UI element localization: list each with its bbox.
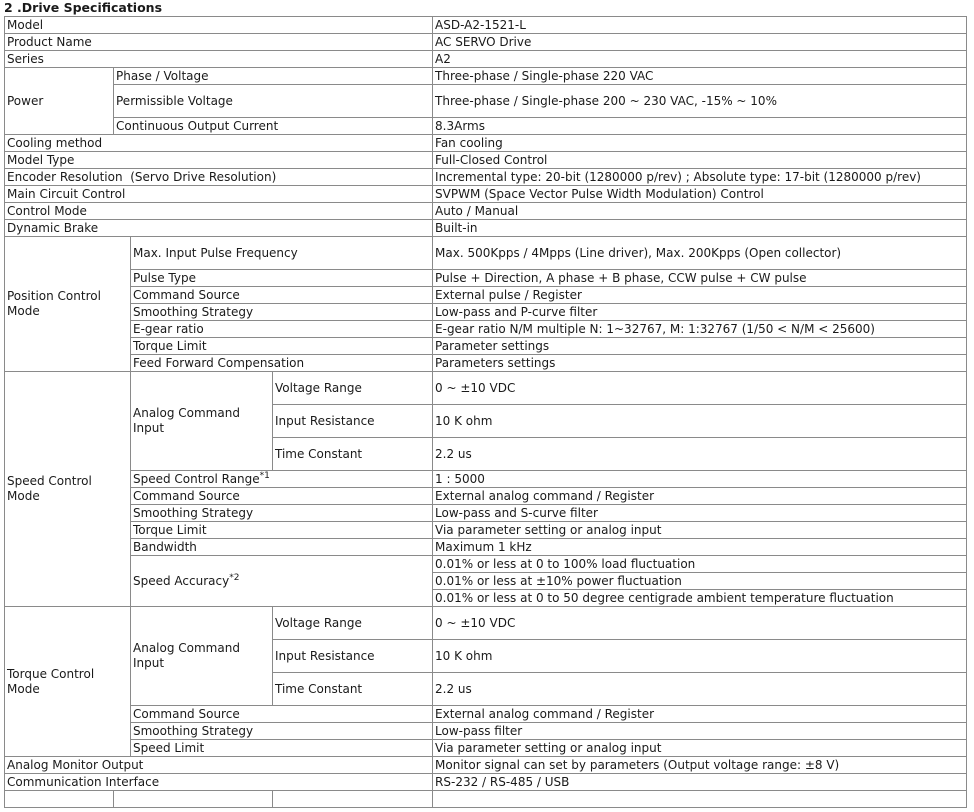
spec-label: Cooling method [5,135,433,152]
table-row [5,556,967,573]
table-row [5,304,967,321]
group-label-position: Position Control Mode [5,237,131,372]
table-row-cutoff [5,791,967,808]
subgroup-label-analog-input: Analog Command Input [131,607,273,706]
table-row [5,203,967,220]
spec-value: Low-pass filter [433,723,967,740]
table-row [5,774,967,791]
spec-label: Communication Interface [5,774,433,791]
spec-value: 0.01% or less at 0 to 50 degree centigrade ambient temperature fluctuation [433,590,967,607]
spec-value: Low-pass and S-curve filter [433,505,967,522]
spec-label: Input Resistance [273,640,433,673]
spec-value: RS-232 / RS-485 / USB [433,774,967,791]
spec-value: Full-Closed Control [433,152,967,169]
table-row [5,237,967,270]
spec-label: Smoothing Strategy [131,723,433,740]
table-row [5,51,967,68]
spec-value: AC SERVO Drive [433,34,967,51]
spec-label: Command Source [131,706,433,723]
group-label-power: Power [5,68,114,135]
spec-label: Speed Limit [131,740,433,757]
section-title: 2 .Drive Specifications [4,0,163,15]
spec-value: Three-phase / Single-phase 200 ~ 230 VAC, -15% ~ 10% [433,85,967,118]
spec-label [131,556,433,607]
table-row [5,706,967,723]
spec-value: Maximum 1 kHz [433,539,967,556]
drive-specifications-table [4,16,967,808]
spec-value: 10 K ohm [433,640,967,673]
spec-label: Analog Monitor Output [5,757,433,774]
spec-value: Fan cooling [433,135,967,152]
spec-value: 0 ~ ±10 VDC [433,607,967,640]
spec-label: Torque Limit [131,522,433,539]
empty-cell [5,791,114,808]
table-row [5,270,967,287]
spec-label: Continuous Output Current [114,118,433,135]
table-row [5,135,967,152]
spec-value: External analog command / Register [433,706,967,723]
spec-label: Command Source [131,488,433,505]
spec-label: Feed Forward Compensation [131,355,433,372]
spec-label: Permissible Voltage [114,85,433,118]
spec-value: Three-phase / Single-phase 220 VAC [433,68,967,85]
table-row [5,372,967,405]
spec-label: Control Mode [5,203,433,220]
spec-value: Pulse + Direction, A phase + B phase, CCW pulse + CW pulse [433,270,967,287]
spec-value: Built-in [433,220,967,237]
empty-cell [114,791,273,808]
spec-value: Parameter settings [433,338,967,355]
spec-label: Bandwidth [131,539,433,556]
spec-label: Model [5,17,433,34]
table-row [5,488,967,505]
spec-value: 10 K ohm [433,405,967,438]
table-row [5,607,967,640]
spec-value: A2 [433,51,967,68]
table-row [5,34,967,51]
spec-value: Incremental type: 20-bit (1280000 p/rev) ; Absolute type: 17-bit (1280000 p/rev) [433,169,967,186]
table-row [5,522,967,539]
spec-label: E-gear ratio [131,321,433,338]
group-label-torque: Torque Control Mode [5,607,131,757]
table-row [5,539,967,556]
table-row [5,85,967,118]
table-row [5,186,967,203]
spec-value: External pulse / Register [433,287,967,304]
table-row [5,740,967,757]
spec-label: Model Type [5,152,433,169]
spec-value: Auto / Manual [433,203,967,220]
spec-value: SVPWM (Space Vector Pulse Width Modulation) Control [433,186,967,203]
spec-value: E-gear ratio N/M multiple N: 1~32767, M: 1:32767 (1/50 < N/M < 25600) [433,321,967,338]
table-row [5,220,967,237]
spec-label: Torque Limit [131,338,433,355]
spec-value: 0.01% or less at ±10% power fluctuation [433,573,967,590]
table-row [5,17,967,34]
spec-label: Product Name [5,34,433,51]
speed-accuracy-label: Speed Accuracy [133,573,230,588]
spec-label: Voltage Range [273,607,433,640]
spec-value: 0.01% or less at 0 to 100% load fluctuation [433,556,967,573]
empty-cell [433,791,967,808]
group-label-speed: Speed Control Mode [5,372,131,607]
table-row [5,355,967,372]
table-row [5,471,967,488]
footnote-marker: *1 [259,470,270,481]
spec-label: Smoothing Strategy [131,304,433,321]
speed-control-range-label: Speed Control Range [133,471,260,486]
table-row [5,505,967,522]
spec-label [131,471,433,488]
footnote-marker: *2 [229,572,240,583]
spec-value: 2.2 us [433,438,967,471]
spec-label: Pulse Type [131,270,433,287]
spec-value: Parameters settings [433,355,967,372]
table-row [5,723,967,740]
table-row [5,152,967,169]
spec-label: Encoder Resolution (Servo Drive Resolution) [5,169,433,186]
table-row [5,118,967,135]
spec-value: External analog command / Register [433,488,967,505]
spec-value: 0 ~ ±10 VDC [433,372,967,405]
subgroup-label-analog-input: Analog Command Input [131,372,273,471]
table-row [5,169,967,186]
table-row [5,321,967,338]
spec-label: Dynamic Brake [5,220,433,237]
spec-label: Smoothing Strategy [131,505,433,522]
table-row [5,287,967,304]
spec-label: Series [5,51,433,68]
spec-label: Input Resistance [273,405,433,438]
spec-label: Command Source [131,287,433,304]
spec-value: Via parameter setting or analog input [433,522,967,539]
spec-label: Time Constant [273,438,433,471]
spec-value: 1 : 5000 [433,471,967,488]
empty-cell [273,791,433,808]
table-row [5,68,967,85]
spec-value: 2.2 us [433,673,967,706]
spec-label: Time Constant [273,673,433,706]
spec-label: Phase / Voltage [114,68,433,85]
spec-value: Max. 500Kpps / 4Mpps (Line driver), Max. 200Kpps (Open collector) [433,237,967,270]
spec-label: Main Circuit Control [5,186,433,203]
spec-value: ASD-A2-1521-L [433,17,967,34]
spec-value: Via parameter setting or analog input [433,740,967,757]
spec-value: Monitor signal can set by parameters (Output voltage range: ±8 V) [433,757,967,774]
spec-value: 8.3Arms [433,118,967,135]
spec-label: Max. Input Pulse Frequency [131,237,433,270]
spec-label: Voltage Range [273,372,433,405]
table-row [5,338,967,355]
table-row [5,757,967,774]
spec-value: Low-pass and P-curve filter [433,304,967,321]
